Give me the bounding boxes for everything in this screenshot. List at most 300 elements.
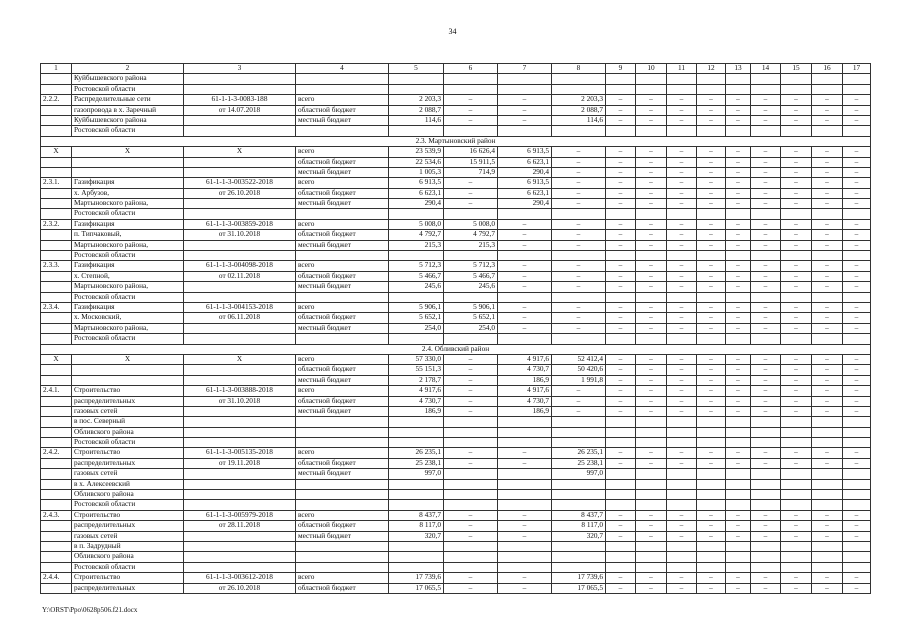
table-cell — [606, 251, 636, 261]
table-cell: – — [751, 199, 781, 209]
table-cell: 26 235,1 — [389, 448, 444, 458]
table-row — [41, 396, 871, 406]
table-cell — [184, 74, 296, 84]
table-cell: газопровода в х. Заречный — [72, 105, 184, 115]
column-header: 12 — [697, 64, 726, 74]
table-cell: – — [667, 448, 697, 458]
table-cell: – — [444, 178, 498, 188]
table-cell — [751, 427, 781, 437]
table-cell: областной бюджет — [296, 105, 389, 115]
table-cell — [606, 126, 636, 136]
table-cell: 5 712,3 — [444, 261, 498, 271]
table-cell — [552, 292, 606, 302]
table-cell: – — [697, 406, 726, 416]
table-cell — [843, 292, 871, 302]
table-cell — [726, 74, 751, 84]
table-cell — [843, 500, 871, 510]
table-cell — [296, 251, 389, 261]
table-cell — [41, 479, 72, 489]
column-header-row — [41, 64, 871, 74]
table-cell — [812, 209, 843, 219]
table-cell: – — [812, 167, 843, 177]
table-cell: – — [751, 261, 781, 271]
table-cell — [812, 427, 843, 437]
table-cell: – — [606, 199, 636, 209]
table-cell: – — [697, 510, 726, 520]
table-cell — [726, 427, 751, 437]
table-cell: – — [444, 188, 498, 198]
table-row — [41, 417, 871, 427]
table-cell — [184, 240, 296, 250]
table-cell — [726, 334, 751, 344]
table-cell: 215,3 — [444, 240, 498, 250]
table-cell: 254,0 — [389, 323, 444, 333]
table-cell — [389, 541, 444, 551]
table-cell: – — [636, 282, 667, 292]
table-cell: Ростовской области — [72, 126, 184, 136]
table-cell: – — [843, 313, 871, 323]
table-cell — [751, 417, 781, 427]
table-cell: областной бюджет — [296, 157, 389, 167]
table-cell: 2 203,3 — [552, 95, 606, 105]
table-cell: – — [552, 219, 606, 229]
table-cell: 215,3 — [389, 240, 444, 250]
table-cell: 997,0 — [552, 469, 606, 479]
table-cell — [636, 500, 667, 510]
table-cell: – — [812, 157, 843, 167]
column-header: 8 — [552, 64, 606, 74]
table-cell: – — [697, 271, 726, 281]
table-cell — [812, 74, 843, 84]
table-cell: – — [667, 510, 697, 520]
table-cell — [41, 292, 72, 302]
table-cell: – — [667, 375, 697, 385]
table-cell: местный бюджет — [296, 375, 389, 385]
column-header: 10 — [636, 64, 667, 74]
table-cell: от 26.10.2018 — [184, 583, 296, 593]
table-row — [41, 271, 871, 281]
table-cell: – — [697, 115, 726, 125]
table-row — [41, 282, 871, 292]
table-cell: х. Московский, — [72, 313, 184, 323]
table-cell: – — [726, 313, 751, 323]
table-cell — [41, 271, 72, 281]
table-cell: 61-1-1-3-004153-2018 — [184, 302, 296, 312]
table-cell — [444, 334, 498, 344]
table-cell: – — [636, 115, 667, 125]
table-row — [41, 147, 871, 157]
table-cell: 6 623,1 — [498, 188, 552, 198]
table-cell — [726, 562, 751, 572]
table-cell — [296, 427, 389, 437]
column-header: 6 — [444, 64, 498, 74]
table-cell — [606, 438, 636, 448]
table-cell — [552, 427, 606, 437]
table-cell — [296, 417, 389, 427]
table-cell: – — [726, 167, 751, 177]
table-cell: Х — [41, 354, 72, 364]
table-cell — [498, 469, 552, 479]
table-cell: – — [606, 396, 636, 406]
table-cell: Ростовской области — [72, 500, 184, 510]
table-cell: – — [726, 219, 751, 229]
table-cell — [843, 427, 871, 437]
table-cell: – — [606, 375, 636, 385]
table-cell: – — [751, 458, 781, 468]
table-cell: Х — [72, 147, 184, 157]
table-cell — [697, 126, 726, 136]
table-cell: 1 991,8 — [552, 375, 606, 385]
table-cell: 5 906,1 — [389, 302, 444, 312]
table-cell: – — [697, 365, 726, 375]
table-cell: – — [498, 323, 552, 333]
table-cell: – — [751, 510, 781, 520]
table-cell: – — [606, 261, 636, 271]
table-cell — [389, 562, 444, 572]
table-cell: Куйбышевского района — [72, 74, 184, 84]
table-cell: – — [697, 199, 726, 209]
table-cell: 17 065,5 — [389, 583, 444, 593]
table-cell: местный бюджет — [296, 323, 389, 333]
table-cell — [697, 84, 726, 94]
table-cell: – — [606, 157, 636, 167]
table-cell — [296, 552, 389, 562]
table-cell — [389, 292, 444, 302]
table-cell: – — [726, 199, 751, 209]
table-cell — [184, 84, 296, 94]
table-cell — [498, 84, 552, 94]
table-cell — [697, 562, 726, 572]
table-row — [41, 105, 871, 115]
table-cell — [667, 469, 697, 479]
table-cell — [184, 115, 296, 125]
table-cell: – — [606, 573, 636, 583]
table-cell: – — [751, 302, 781, 312]
table-cell: – — [751, 188, 781, 198]
column-header: 7 — [498, 64, 552, 74]
table-cell: – — [667, 157, 697, 167]
table-row — [41, 157, 871, 167]
table-cell: от 06.11.2018 — [184, 313, 296, 323]
table-cell: 1 005,3 — [389, 167, 444, 177]
table-cell — [184, 157, 296, 167]
table-cell: – — [781, 375, 812, 385]
table-cell — [667, 438, 697, 448]
table-cell — [552, 490, 606, 500]
table-cell: – — [606, 458, 636, 468]
table-cell — [41, 562, 72, 572]
table-cell: 4 792,7 — [444, 230, 498, 240]
table-cell: 2 088,7 — [552, 105, 606, 115]
table-cell: от 31.10.2018 — [184, 230, 296, 240]
footer-file-path: Y:\ORST\Ppo\0628p506.f21.docx — [42, 606, 138, 614]
table-cell: – — [751, 313, 781, 323]
table-cell — [72, 365, 184, 375]
table-cell: – — [812, 448, 843, 458]
table-cell: в п. Задрудный — [72, 541, 184, 551]
table-cell: – — [781, 230, 812, 240]
table-cell — [444, 126, 498, 136]
table-cell — [498, 126, 552, 136]
table-cell: – — [843, 105, 871, 115]
table-row — [41, 521, 871, 531]
table-cell: областной бюджет — [296, 396, 389, 406]
table-cell: областной бюджет — [296, 583, 389, 593]
table-cell: всего — [296, 178, 389, 188]
table-cell: – — [636, 386, 667, 396]
table-cell: – — [667, 230, 697, 240]
table-cell: 254,0 — [444, 323, 498, 333]
table-cell — [72, 157, 184, 167]
table-cell: – — [751, 396, 781, 406]
table-cell — [444, 562, 498, 572]
table-cell: – — [781, 323, 812, 333]
table-cell: – — [606, 510, 636, 520]
table-cell — [498, 562, 552, 572]
table-cell — [184, 490, 296, 500]
table-cell — [444, 251, 498, 261]
table-cell: – — [498, 261, 552, 271]
table-cell — [498, 417, 552, 427]
table-cell — [41, 209, 72, 219]
table-cell: – — [781, 583, 812, 593]
table-cell: – — [751, 323, 781, 333]
table-cell — [697, 552, 726, 562]
table-cell: – — [751, 531, 781, 541]
table-cell: 61-1-1-3-003859-2018 — [184, 219, 296, 229]
table-row — [41, 302, 871, 312]
table-cell — [781, 438, 812, 448]
table-cell: – — [812, 458, 843, 468]
table-cell: распределительных — [72, 396, 184, 406]
table-cell: – — [444, 375, 498, 385]
table-cell: местный бюджет — [296, 240, 389, 250]
table-cell: – — [751, 178, 781, 188]
table-cell — [812, 479, 843, 489]
table-cell: 52 412,4 — [552, 354, 606, 364]
table-row — [41, 365, 871, 375]
table-cell — [296, 479, 389, 489]
table-cell: Мартыновского района, — [72, 282, 184, 292]
table-cell — [72, 375, 184, 385]
table-cell: – — [636, 323, 667, 333]
table-cell: – — [781, 167, 812, 177]
table-cell: всего — [296, 386, 389, 396]
table-cell — [751, 209, 781, 219]
table-cell: – — [606, 521, 636, 531]
table-cell: – — [843, 271, 871, 281]
table-cell: – — [781, 531, 812, 541]
table-cell — [726, 209, 751, 219]
table-cell — [444, 209, 498, 219]
table-cell — [781, 84, 812, 94]
table-cell: – — [751, 583, 781, 593]
table-cell: 55 151,3 — [389, 365, 444, 375]
table-cell: – — [444, 396, 498, 406]
table-cell: – — [726, 230, 751, 240]
table-cell: – — [667, 282, 697, 292]
table-cell: Х — [184, 354, 296, 364]
table-cell — [751, 74, 781, 84]
table-cell: – — [781, 302, 812, 312]
table-cell: от 19.11.2018 — [184, 458, 296, 468]
table-cell — [726, 479, 751, 489]
table-row — [41, 199, 871, 209]
table-cell: – — [781, 396, 812, 406]
table-cell: – — [667, 521, 697, 531]
table-cell: – — [781, 458, 812, 468]
table-cell: – — [726, 458, 751, 468]
table-cell: – — [552, 302, 606, 312]
table-cell: – — [781, 510, 812, 520]
table-cell: – — [812, 219, 843, 229]
table-cell: 4 917,6 — [498, 354, 552, 364]
table-cell: – — [697, 302, 726, 312]
table-cell — [843, 479, 871, 489]
table-cell: Ростовской области — [72, 438, 184, 448]
table-cell — [444, 500, 498, 510]
table-cell: – — [781, 386, 812, 396]
table-cell: – — [697, 147, 726, 157]
table-cell — [697, 292, 726, 302]
table-row — [41, 323, 871, 333]
table-cell — [667, 479, 697, 489]
table-cell — [697, 541, 726, 551]
page-number: 34 — [448, 27, 457, 36]
column-header: 15 — [781, 64, 812, 74]
table-cell: – — [667, 313, 697, 323]
table-cell — [41, 438, 72, 448]
table-cell: – — [726, 386, 751, 396]
table-cell: – — [667, 271, 697, 281]
table-cell — [552, 84, 606, 94]
table-cell: – — [636, 178, 667, 188]
table-cell — [296, 209, 389, 219]
table-cell — [184, 469, 296, 479]
table-row — [41, 438, 871, 448]
table-cell: – — [781, 282, 812, 292]
table-cell: – — [636, 354, 667, 364]
table-cell: 186,9 — [389, 406, 444, 416]
table-cell — [444, 427, 498, 437]
table-cell: 320,7 — [389, 531, 444, 541]
table-cell: – — [781, 157, 812, 167]
table-cell — [697, 427, 726, 437]
table-cell: – — [697, 386, 726, 396]
table-cell: Строительство — [72, 386, 184, 396]
table-cell: – — [552, 271, 606, 281]
table-row — [41, 562, 871, 572]
table-cell: – — [498, 458, 552, 468]
table-cell: – — [812, 105, 843, 115]
table-cell — [606, 209, 636, 219]
table-cell — [726, 469, 751, 479]
table-cell — [781, 541, 812, 551]
table-cell: – — [552, 282, 606, 292]
table-cell: – — [444, 573, 498, 583]
table-cell — [667, 209, 697, 219]
column-header: 13 — [726, 64, 751, 74]
table-cell: Ростовской области — [72, 84, 184, 94]
table-cell — [751, 469, 781, 479]
table-cell — [636, 126, 667, 136]
table-row — [41, 552, 871, 562]
table-cell: 2.4.1. — [41, 386, 72, 396]
table-cell — [41, 74, 72, 84]
table-cell: – — [726, 178, 751, 188]
table-cell — [751, 438, 781, 448]
table-cell — [498, 251, 552, 261]
table-cell: – — [636, 240, 667, 250]
table-cell — [389, 334, 444, 344]
table-cell: местный бюджет — [296, 406, 389, 416]
table-cell: – — [726, 510, 751, 520]
table-cell — [552, 417, 606, 427]
table-cell: – — [726, 365, 751, 375]
table-cell: – — [667, 583, 697, 593]
table-cell — [726, 126, 751, 136]
table-cell: – — [781, 313, 812, 323]
table-cell: – — [812, 230, 843, 240]
table-cell: 2 088,7 — [389, 105, 444, 115]
table-cell — [812, 490, 843, 500]
table-cell — [389, 427, 444, 437]
table-cell: всего — [296, 510, 389, 520]
table-cell: – — [552, 386, 606, 396]
table-cell — [184, 552, 296, 562]
table-cell — [41, 531, 72, 541]
table-cell: – — [843, 396, 871, 406]
table-cell — [667, 500, 697, 510]
table-cell — [751, 292, 781, 302]
table-cell — [843, 126, 871, 136]
table-cell — [726, 292, 751, 302]
table-cell — [184, 323, 296, 333]
table-cell — [552, 562, 606, 572]
table-cell: – — [667, 199, 697, 209]
table-cell — [552, 74, 606, 84]
table-cell — [184, 334, 296, 344]
table-cell: Обливского района — [72, 552, 184, 562]
table-cell: – — [606, 95, 636, 105]
table-cell: – — [667, 178, 697, 188]
table-cell — [843, 334, 871, 344]
table-cell — [41, 500, 72, 510]
table-cell — [843, 209, 871, 219]
table-cell: – — [812, 531, 843, 541]
table-row — [41, 188, 871, 198]
table-cell: – — [751, 147, 781, 157]
table-cell: – — [781, 271, 812, 281]
table-cell — [296, 334, 389, 344]
financing-table — [40, 63, 871, 594]
table-cell: – — [606, 365, 636, 375]
table-cell — [606, 427, 636, 437]
table-cell: 61-1-1-3-004098-2018 — [184, 261, 296, 271]
table-cell — [389, 490, 444, 500]
table-cell — [726, 552, 751, 562]
table-cell — [41, 282, 72, 292]
table-cell: – — [667, 396, 697, 406]
column-header: 16 — [812, 64, 843, 74]
table-cell: – — [751, 219, 781, 229]
table-cell: – — [444, 105, 498, 115]
table-cell: – — [667, 386, 697, 396]
table-cell: – — [444, 386, 498, 396]
table-cell: Ростовской области — [72, 562, 184, 572]
table-cell: всего — [296, 95, 389, 105]
table-cell: – — [812, 510, 843, 520]
